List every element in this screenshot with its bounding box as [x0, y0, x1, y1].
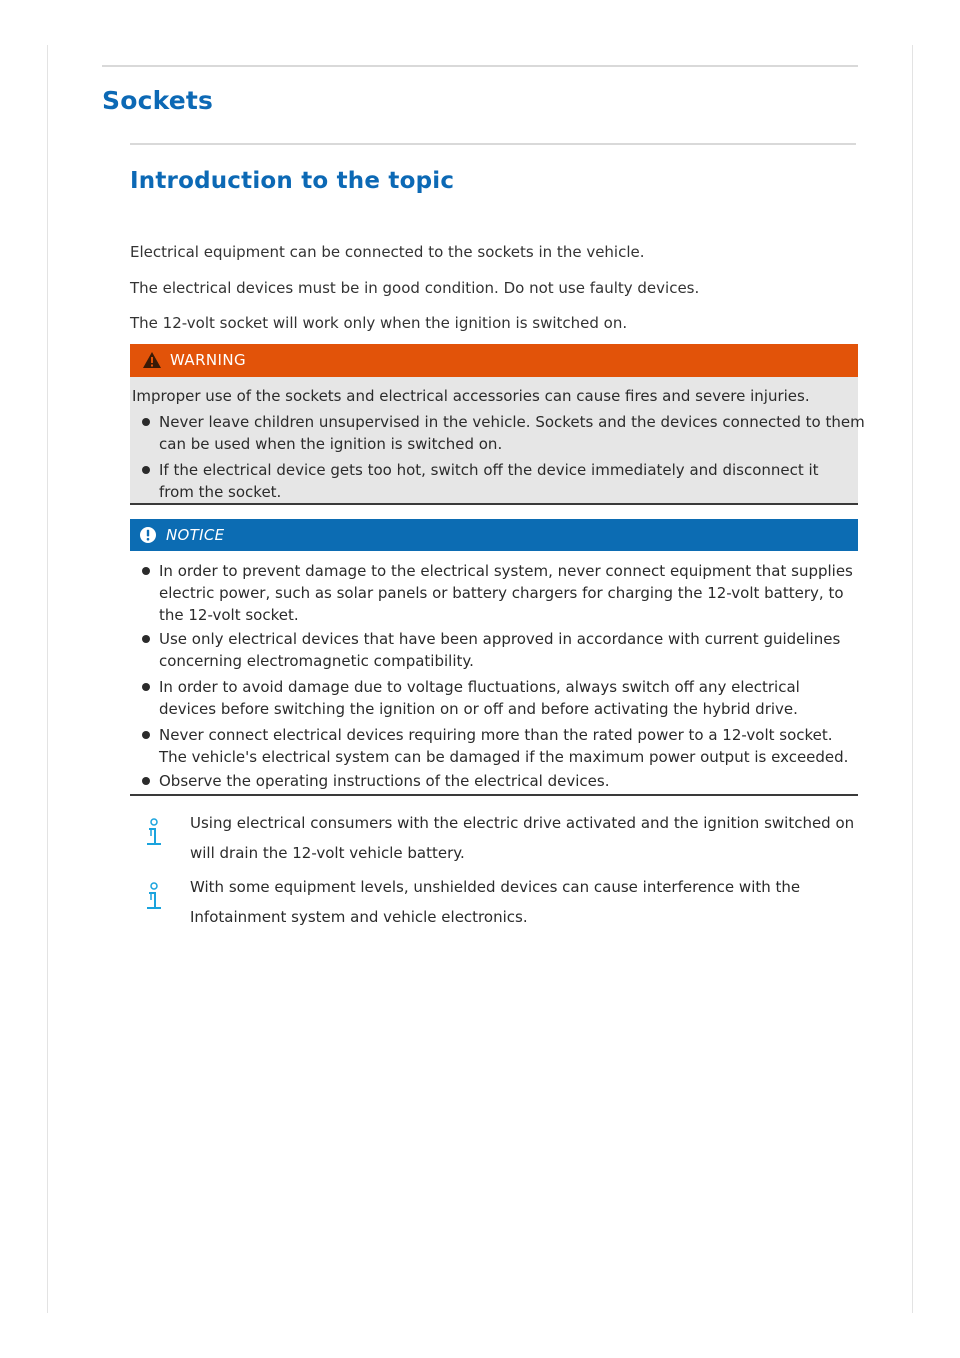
notice-title: NOTICE [166, 526, 225, 544]
page-border-right [912, 45, 913, 1313]
exclamation-circle-icon [139, 526, 157, 544]
intro-paragraph: Electrical equipment can be connected to the sockets in the vehicle. [130, 243, 645, 261]
notice-bullet [159, 676, 800, 720]
topic-title: Introduction to the topic [130, 168, 455, 194]
bullet-line: electric power, such as solar panels or battery chargers for charging the 12-volt battery, to [159, 584, 844, 602]
notice-bottom-rule [130, 794, 858, 796]
notice-bullet [159, 560, 853, 626]
bullet-dot [142, 777, 150, 785]
info-note [190, 872, 860, 932]
bullet-dot [142, 466, 150, 474]
warning-bullet [159, 411, 865, 455]
notice-header [130, 519, 858, 551]
warning-intro: Improper use of the sockets and electrical accessories can cause fires and severe injuries. [132, 387, 810, 405]
warning-triangle-icon [142, 351, 162, 369]
warning-header [130, 344, 858, 377]
bullet-line: devices before switching the ignition on or off and before activating the hybrid drive. [159, 700, 798, 718]
info-icon [145, 818, 163, 848]
info-note-line: With some equipment levels, unshielded devices can cause interference with the [190, 878, 801, 896]
bullet-line: In order to avoid damage due to voltage fluctuations, always switch off any electrical [159, 678, 800, 696]
warning-title: WARNING [170, 351, 246, 369]
bullet-dot [142, 683, 150, 691]
bullet-dot [142, 731, 150, 739]
info-icon [145, 882, 163, 912]
bullet-line: the 12-volt socket. [159, 606, 299, 624]
bullet-line: If the electrical device gets too hot, switch off the device immediately and disconnect it [159, 461, 819, 479]
bullet-line: Never leave children unsupervised in the vehicle. Sockets and the devices connected to them [159, 413, 865, 431]
bullet-dot [142, 418, 150, 426]
topic-divider [130, 143, 856, 145]
bullet-line: Use only electrical devices that have been approved in accordance with current guidelines [159, 630, 841, 648]
bullet-dot [142, 567, 150, 575]
bullet-line: In order to prevent damage to the electrical system, never connect equipment that supplies [159, 562, 853, 580]
info-note-line: Infotainment system and vehicle electronics. [190, 908, 528, 926]
bullet-line: from the socket. [159, 483, 282, 501]
page-border-left [47, 45, 48, 1313]
notice-bullet [159, 770, 609, 792]
bullet-line: Observe the operating instructions of the electrical devices. [159, 772, 610, 790]
bullet-line: can be used when the ignition is switched on. [159, 435, 503, 453]
bullet-line: Never connect electrical devices requiring more than the rated power to a 12-volt socket. [159, 726, 833, 744]
notice-bullet [159, 724, 848, 768]
bullet-line: concerning electromagnetic compatibility. [159, 652, 474, 670]
top-divider [102, 65, 858, 67]
notice-bullet [159, 628, 840, 672]
warning-bullet [159, 459, 819, 503]
info-note [190, 808, 860, 868]
bullet-line: The vehicle's electrical system can be damaged if the maximum power output is exceeded. [159, 748, 849, 766]
info-note-line: Using electrical consumers with the electric drive activated and the ignition switched on [190, 814, 855, 832]
intro-paragraph: The electrical devices must be in good condition. Do not use faulty devices. [130, 279, 700, 297]
info-note-line: will drain the 12-volt vehicle battery. [190, 844, 465, 862]
intro-paragraph: The 12-volt socket will work only when the ignition is switched on. [130, 314, 628, 332]
section-title: Sockets [102, 86, 214, 115]
bullet-dot [142, 635, 150, 643]
